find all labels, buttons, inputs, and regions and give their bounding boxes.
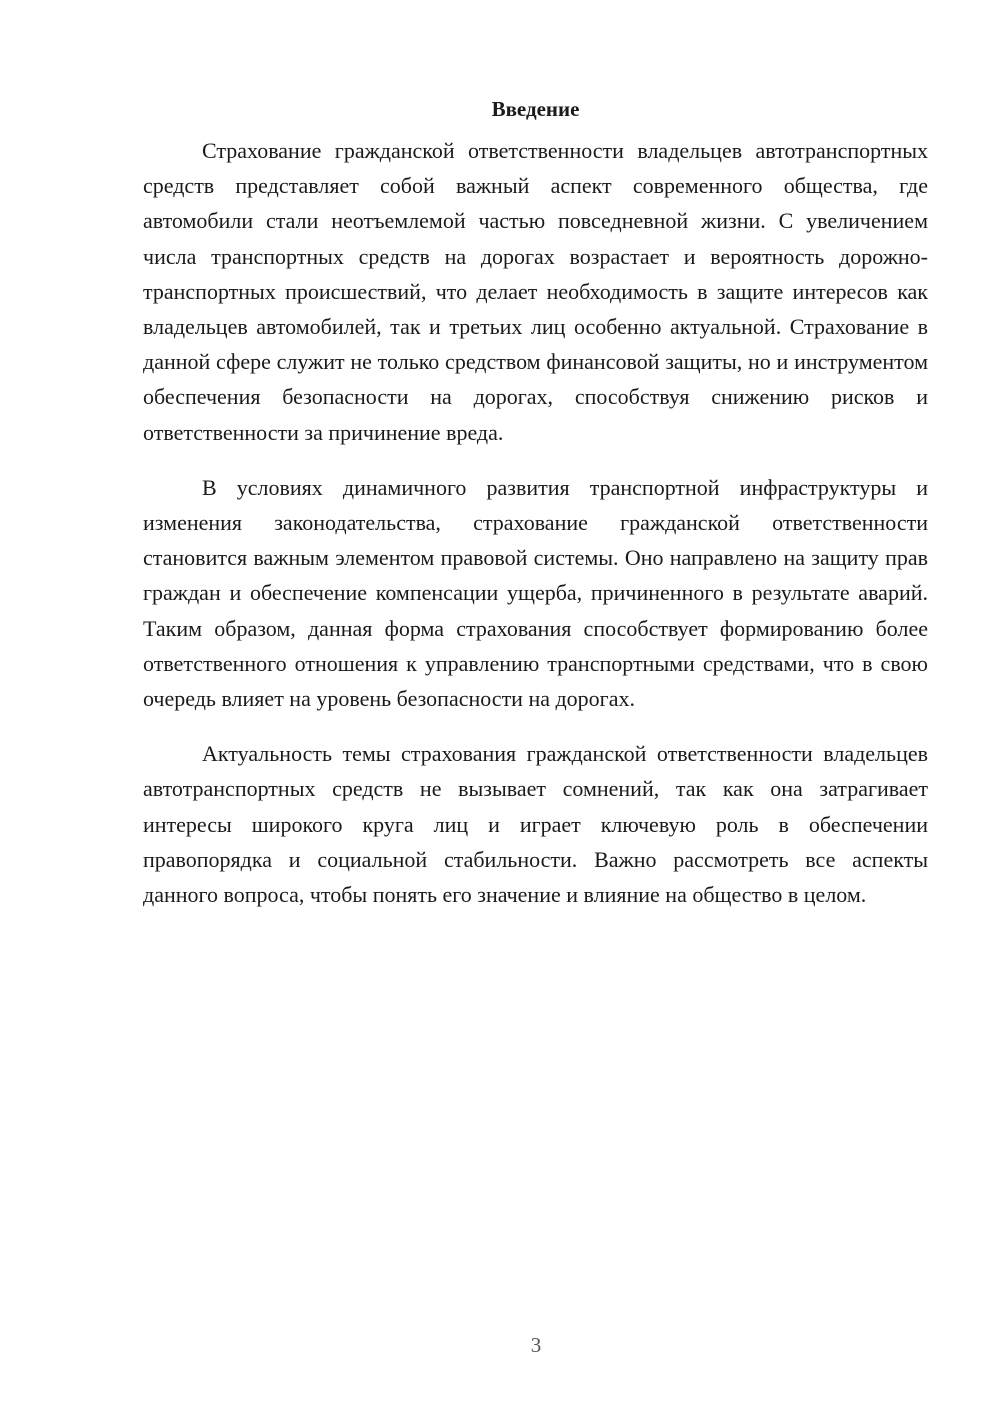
paragraph-2: В условиях динамичного развития транспортной инфраструктуры и изменения законодательства, страхование гражданской ответственности становится важным элементом правовой системы. Оно направлено на защиту прав граждан и обеспечение компенсации ущерба, причиненного в результате аварий. Таким образом, данная форма страхования способствует формированию более ответственного отношения к управлению транспортными средствами, что в свою очередь влияет на уровень безопасности на дорогах.: [143, 474, 928, 712]
page-content: [143, 92, 928, 932]
page-number: 3: [530, 1333, 542, 1357]
paragraph-3: Актуальность темы страхования гражданской ответственности владельцев автотранспортных средств не вызывает сомнений, так как она затрагивает интересы широкого круга лиц и играет ключевую роль в обеспечении правопорядка и социальной стабильности. Важно рассмотреть все аспекты данного вопроса, чтобы понять его значение и влияние на общество в целом.: [143, 741, 928, 908]
section-title: Введение: [491, 97, 580, 121]
paragraph-1: Страхование гражданской ответственности владельцев автотранспортных средств представляет собой важный аспект современного общества, где автомобили стали неотъемлемой частью повседневной жизни. С увеличением числа транспортных средств на дорогах возрастает и вероятность дорожно-транспортных происшествий, что делает необходимость в защите интересов как владельцев автомобилей, так и третьих лиц особенно актуальной. Страхование в данной сфере служит не только средством финансовой защиты, но и инструментом обеспечения безопасности на дорогах, способствуя снижению рисков и ответственности за причинение вреда.: [143, 138, 928, 445]
